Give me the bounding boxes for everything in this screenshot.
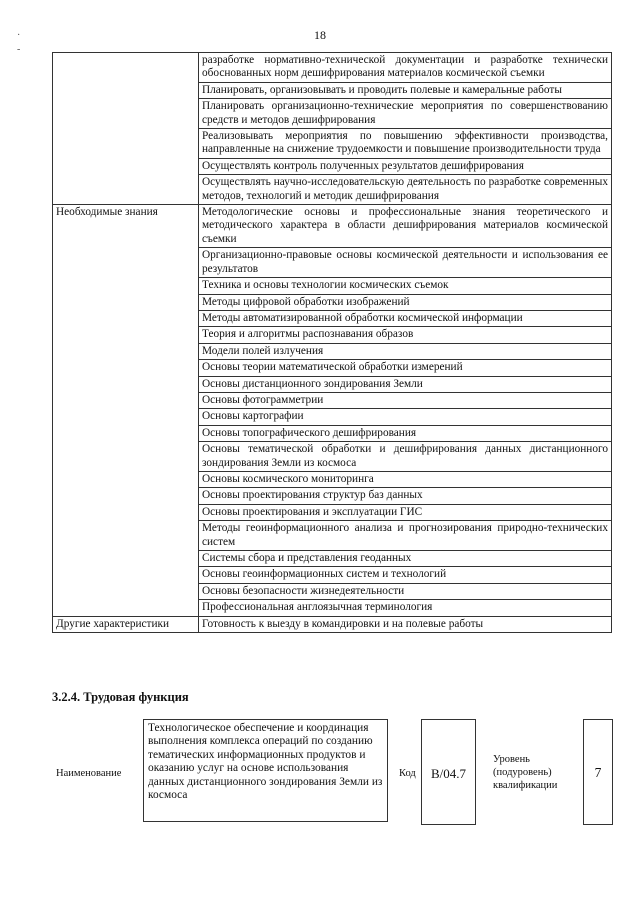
table-item: Основы дистанционного зондирования Земли [199, 376, 612, 392]
scan-mark: · [17, 30, 21, 41]
table-item: Готовность к выезду в командировки и на полевые работы [199, 616, 612, 632]
table-item: Планировать, организовывать и проводить полевые и камеральные работы [199, 82, 612, 98]
scan-mark: - [17, 44, 21, 55]
page-number: 18 [314, 28, 326, 42]
table-item: Основы проектирования и эксплуатации ГИС [199, 504, 612, 520]
table-item: Профессиональная англоязычная терминология [199, 600, 612, 616]
labor-function-name: Технологическое обеспечение и координация выполнения комплекса операций по созданию тематических информационных продуктов и оказанию услуг на основе использования данных дистанционного зондирования Земли из космоса [143, 719, 388, 822]
table-item: Организационно-правовые основы космической деятельности и использования ее результатов [199, 248, 612, 278]
table-item: Осуществлять контроль полученных результатов дешифрирования [199, 158, 612, 174]
row-label: Необходимые знания [53, 205, 199, 617]
table-item: Основы теории математической обработки измерений [199, 360, 612, 376]
labor-function-code: B/04.7 [421, 719, 476, 825]
name-label: Наименование [56, 768, 122, 779]
section-heading: 3.2.4. Трудовая функция [52, 690, 189, 704]
table-item: Методы автоматизированной обработки космической информации [199, 310, 612, 326]
competency-table [52, 52, 612, 633]
table-item: Реализовывать мероприятия по повышению эффективности производства, направленные на снижение трудоемкости и повышение производительности труда [199, 129, 612, 159]
table-item: Осуществлять научно-исследовательскую деятельность по разработке современных методов, технологий и методик дешифрирования [199, 175, 612, 205]
table-item: Системы сбора и представления геоданных [199, 551, 612, 567]
code-label: Код [399, 768, 416, 779]
table-item: Основы фотограмметрии [199, 392, 612, 408]
table-item: разработке нормативно-технической документации и разработке технически обоснованных норм дешифрирования материалов космической съемки [199, 53, 612, 83]
table-item: Методы цифровой обработки изображений [199, 294, 612, 310]
table-item: Теория и алгоритмы распознавания образов [199, 327, 612, 343]
table-item: Основы топографического дешифрирования [199, 425, 612, 441]
qualification-level-label: Уровень (подуровень) квалификации [493, 754, 558, 791]
table-item: Основы космического мониторинга [199, 471, 612, 487]
table-item: Методы геоинформационного анализа и прогнозирования природно-технических систем [199, 521, 612, 551]
table-item: Планировать организационно-технические мероприятия по совершенствованию средств и методов дешифрирования [199, 99, 612, 129]
table-item: Модели полей излучения [199, 343, 612, 359]
table-item: Техника и основы технологии космических съемок [199, 278, 612, 294]
table-row [53, 616, 612, 632]
qualification-level-value: 7 [583, 719, 613, 825]
table-item: Основы проектирования структур баз данных [199, 488, 612, 504]
row-label [53, 53, 199, 205]
table-row [53, 53, 612, 83]
table-row [53, 205, 612, 248]
table-item: Основы картографии [199, 409, 612, 425]
table-item: Основы геоинформационных систем и технологий [199, 567, 612, 583]
row-label: Другие характеристики [53, 616, 199, 632]
table-item: Методологические основы и профессиональные знания теоретического и методического характера в области дешифрирования материалов космической съемки [199, 205, 612, 248]
table-item: Основы тематической обработки и дешифрирования данных дистанционного зондирования Земли из космоса [199, 442, 612, 472]
table-item: Основы безопасности жизнедеятельности [199, 583, 612, 599]
